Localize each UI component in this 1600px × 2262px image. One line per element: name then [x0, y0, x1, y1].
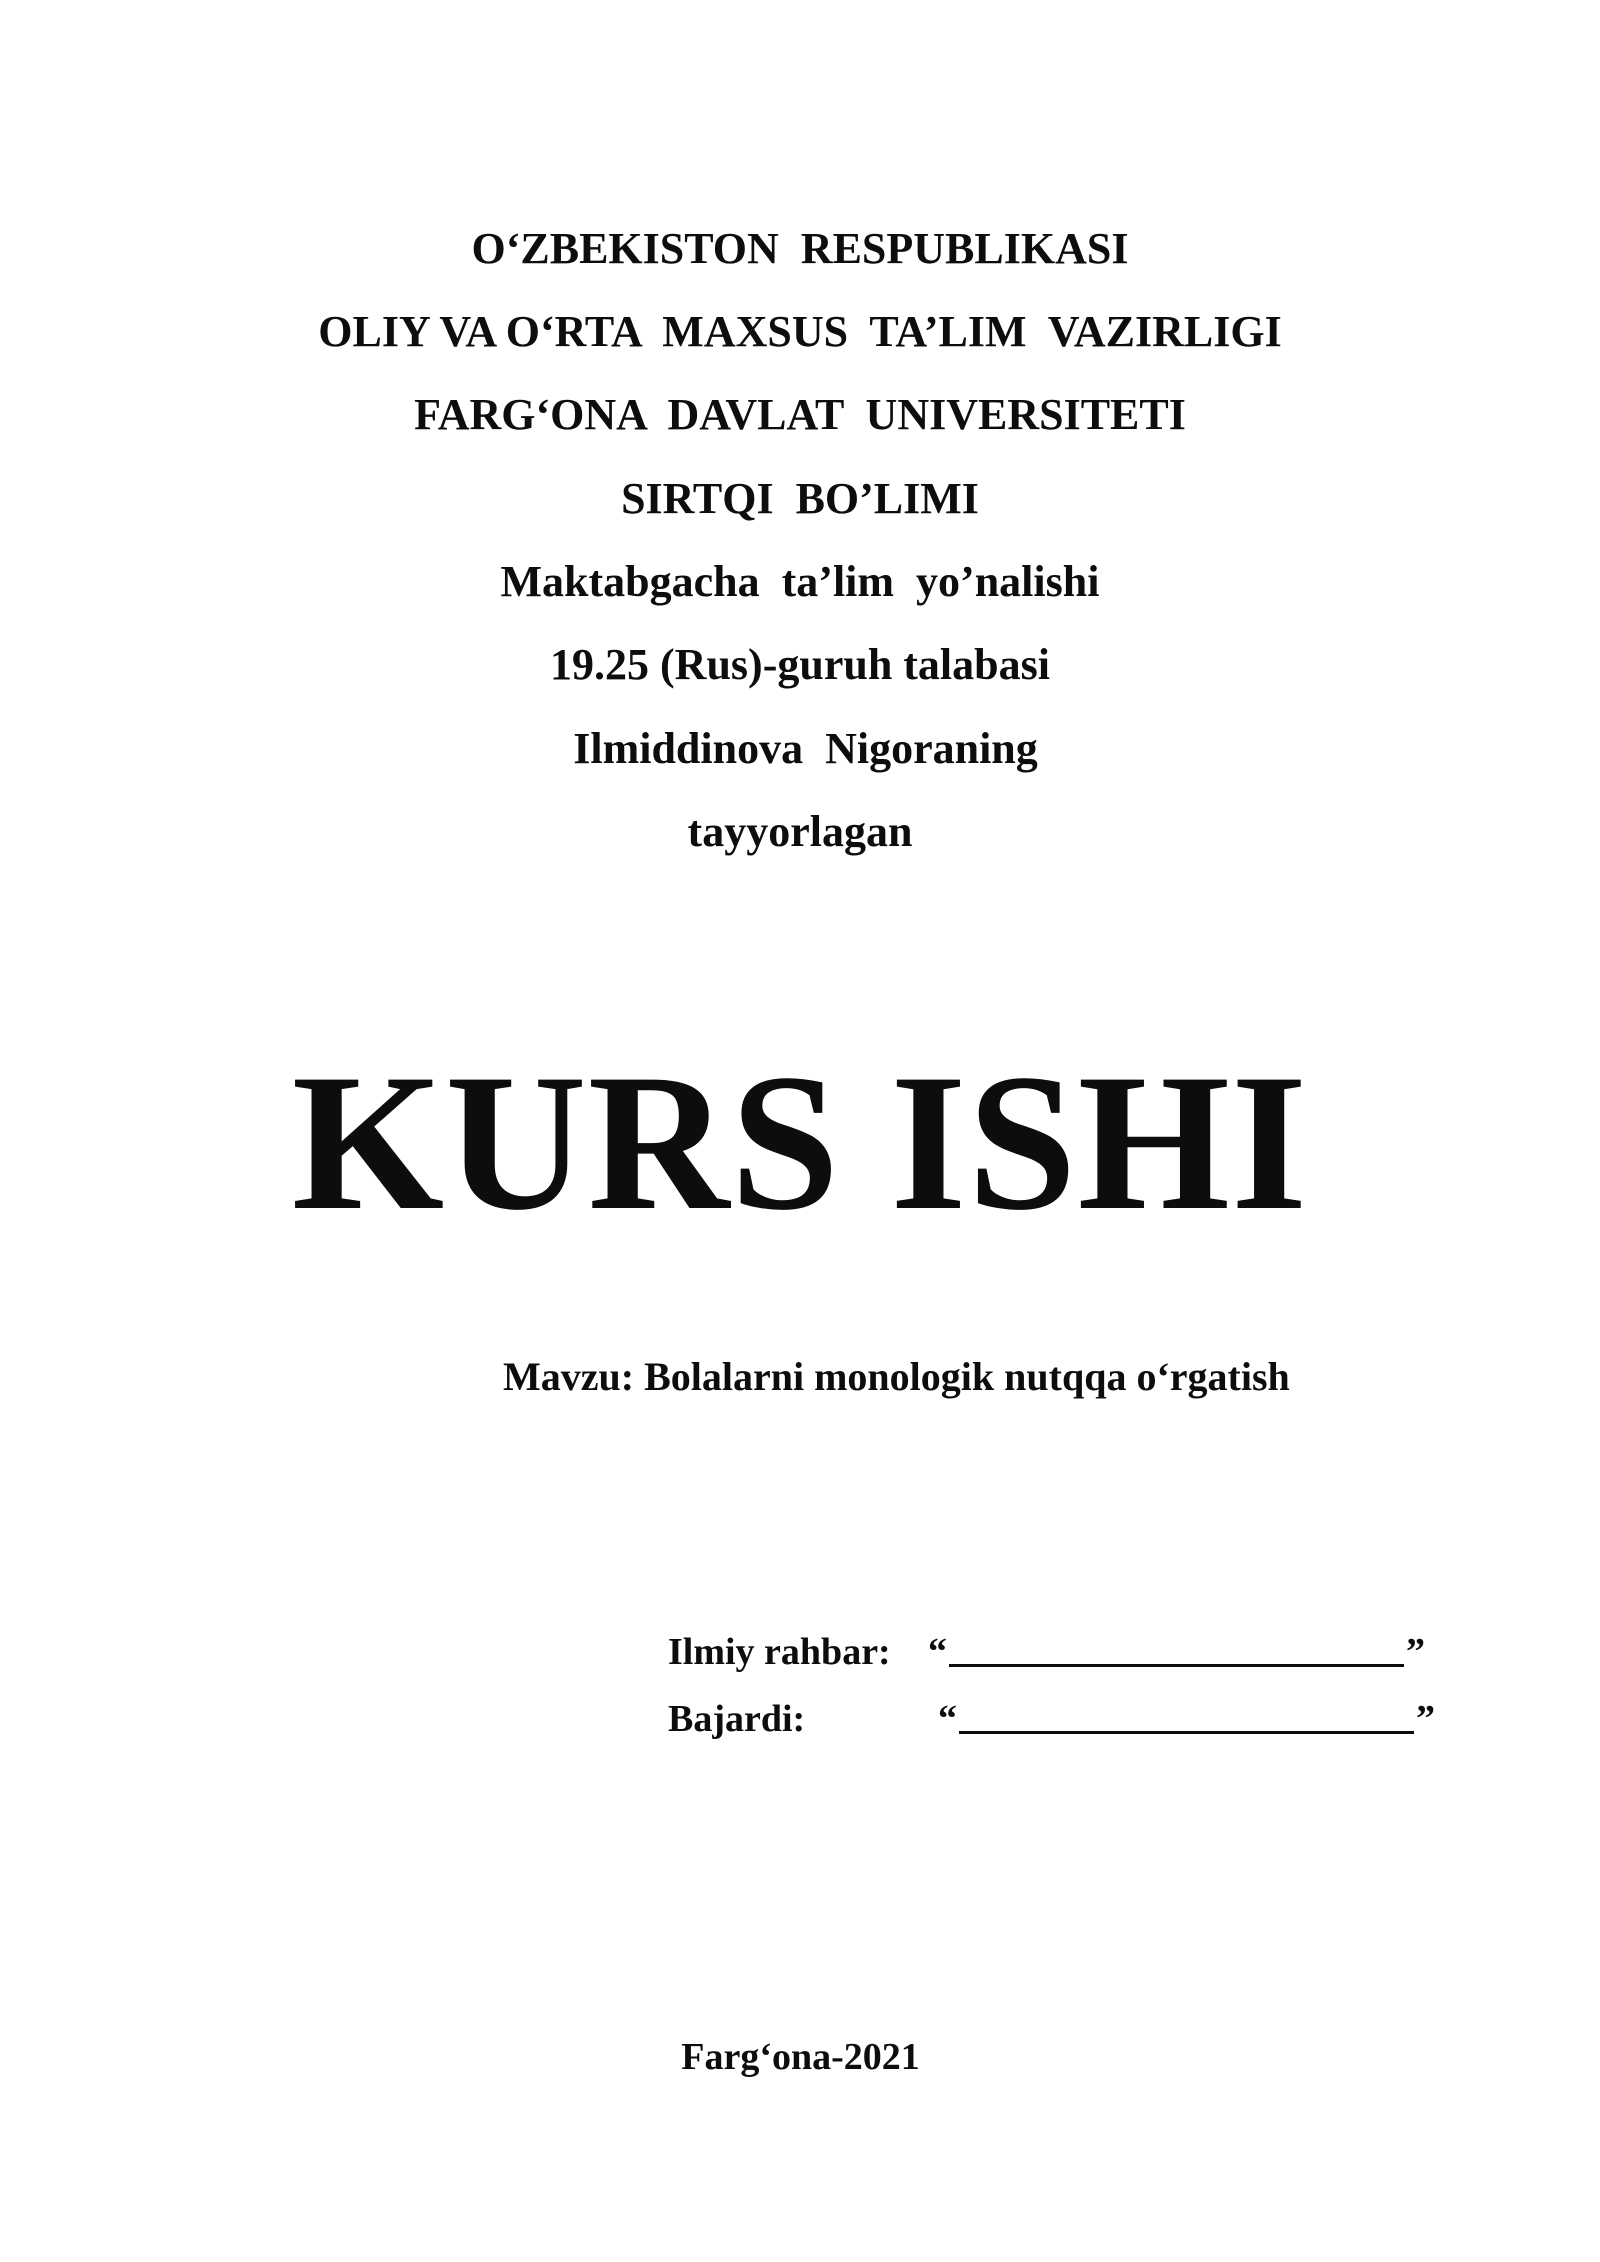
performer-blank-line — [959, 1697, 1414, 1734]
supervisor-signature-field — [928, 1630, 1425, 1674]
performer-signature-row — [668, 1697, 1435, 1743]
close-quote: ” — [1416, 1698, 1435, 1740]
header-department: SIRTQI BO’LIMI — [621, 474, 979, 523]
supervisor-label: Ilmiy rahbar: — [668, 1631, 891, 1673]
close-quote: ” — [1406, 1631, 1425, 1673]
header-specialty: Maktabgacha ta’lim yo’nalishi — [500, 557, 1100, 606]
header-country: O‘ZBEKISTON RESPUBLIKASI — [471, 224, 1129, 273]
header-group: 19.25 (Rus)-guruh talabasi — [550, 640, 1050, 689]
supervisor-blank-line — [949, 1630, 1404, 1667]
supervisor-signature-row — [668, 1630, 1425, 1676]
place-and-year: Farg‘ona-2021 — [681, 2036, 920, 2078]
header-ministry: OLIY VA O‘RTA MAXSUS TA’LIM VAZIRLIGI — [318, 307, 1282, 356]
topic-line: Mavzu: Bolalarni monologik nutqqa o‘rgatish — [503, 1354, 1290, 1399]
header-prepared-by: tayyorlagan — [687, 807, 913, 856]
performer-signature-field — [938, 1697, 1435, 1741]
header-student-name: Ilmiddinova Nigoraning — [562, 724, 1038, 773]
open-quote: “ — [938, 1698, 957, 1740]
open-quote: “ — [928, 1631, 947, 1673]
header-university: FARG‘ONA DAVLAT UNIVERSITETI — [414, 390, 1186, 439]
performer-label: Bajardi: — [668, 1698, 806, 1740]
document-title: KURS ISHI — [291, 1034, 1309, 1251]
